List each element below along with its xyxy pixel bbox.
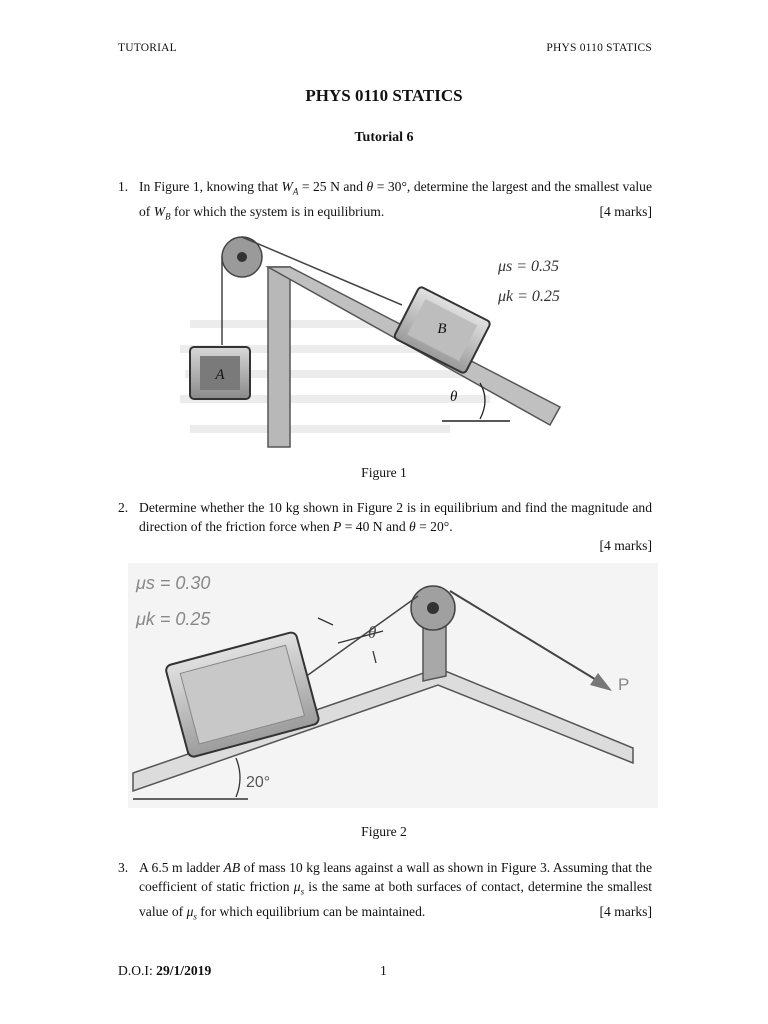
mu-s-label: μs = 0.35 bbox=[498, 258, 560, 275]
question-text: of mass 10 kg leans against a wall as shown in Figure 3. Assuming that the coefficient of static friction bbox=[139, 860, 652, 894]
variable: θ bbox=[409, 519, 416, 534]
figure-1 bbox=[180, 225, 590, 450]
question-text: In Figure 1, knowing that bbox=[139, 179, 282, 194]
marks: [4 marks] bbox=[599, 903, 652, 919]
force-label: P bbox=[618, 675, 630, 694]
question-3 bbox=[118, 858, 652, 926]
footer-doi bbox=[118, 963, 211, 979]
variable: W bbox=[153, 203, 166, 219]
figure-2 bbox=[128, 563, 658, 808]
question-number: 1. bbox=[118, 179, 129, 194]
question-text: = 25 N and bbox=[298, 179, 367, 194]
figure-2-caption: Figure 2 bbox=[361, 824, 407, 839]
block-a-label: A bbox=[215, 367, 225, 383]
subscript: A bbox=[292, 186, 299, 197]
variable: μ bbox=[293, 879, 301, 894]
theta-label: θ bbox=[368, 623, 377, 642]
pulley-axle-icon bbox=[427, 602, 439, 614]
angle-label: θ bbox=[450, 389, 458, 405]
figure-1-caption: Figure 1 bbox=[361, 465, 407, 480]
header-right: PHYS 0110 STATICS bbox=[546, 42, 652, 54]
variable: θ bbox=[366, 179, 374, 194]
pulley-axle-icon bbox=[237, 252, 247, 262]
support-post bbox=[268, 267, 290, 447]
question-text: = 30°, determine the largest and the smallest value of bbox=[139, 179, 652, 219]
question-text: = 20°. bbox=[415, 519, 453, 534]
incline-angle-label: 20° bbox=[246, 774, 271, 791]
subscript: B bbox=[165, 211, 171, 222]
variable: P bbox=[333, 519, 342, 534]
document-title: PHYS 0110 STATICS bbox=[305, 86, 463, 105]
header-left: TUTORIAL bbox=[118, 42, 177, 54]
question-1 bbox=[118, 177, 652, 226]
page-number: 1 bbox=[380, 963, 387, 978]
marks: [4 marks] bbox=[599, 203, 652, 219]
block-b-label: B bbox=[437, 321, 447, 337]
doi-date: 29/1/2019 bbox=[156, 963, 212, 978]
question-2 bbox=[118, 498, 652, 555]
marks: [4 marks] bbox=[599, 538, 652, 553]
subscript: s bbox=[300, 886, 305, 897]
variable: AB bbox=[223, 860, 241, 875]
question-text: = 40 N and bbox=[341, 519, 410, 534]
question-number: 3. bbox=[118, 860, 129, 875]
question-number: 2. bbox=[118, 500, 129, 515]
question-text: for which equilibrium can be maintained. bbox=[196, 903, 426, 919]
subscript: s bbox=[193, 911, 197, 922]
doi-label: D.O.I: bbox=[118, 963, 157, 978]
question-text: for which the system is in equilibrium. bbox=[170, 203, 385, 219]
question-text: A 6.5 m ladder bbox=[139, 860, 224, 875]
variable: W bbox=[281, 179, 293, 194]
mu-k-label: μk = 0.25 bbox=[136, 609, 211, 629]
question-text: is the same at both surfaces of contact, determine the smallest value of bbox=[139, 879, 652, 919]
question-text: Determine whether the 10 kg shown in Figure 2 is in equilibrium and find the magnitude and direction of the friction force when bbox=[139, 500, 652, 534]
mu-s-label: μs = 0.30 bbox=[136, 573, 211, 593]
mu-k-label: μk = 0.25 bbox=[498, 288, 560, 305]
tutorial-number: Tutorial 6 bbox=[354, 130, 414, 145]
variable: μ bbox=[186, 903, 194, 919]
